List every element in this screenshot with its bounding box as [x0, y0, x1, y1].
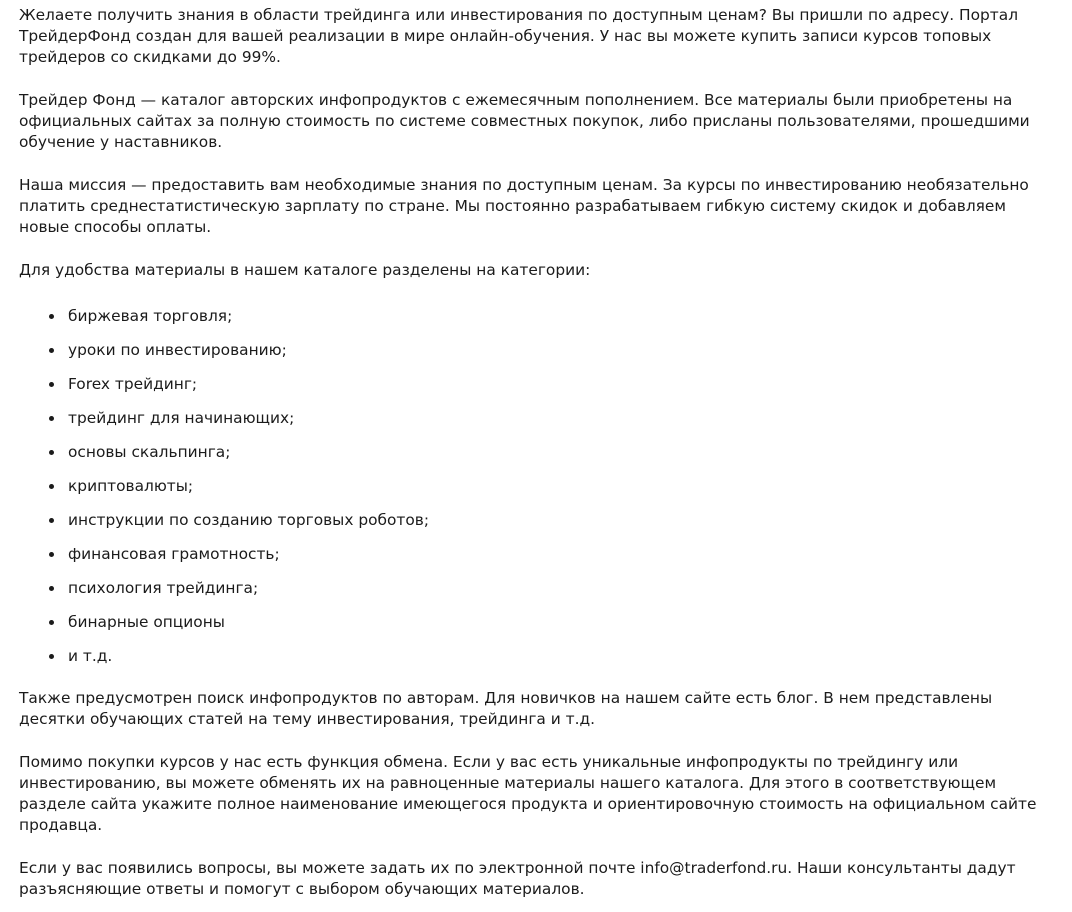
list-item	[19, 612, 1059, 633]
list-item-label: трейдинг для начинающих;	[68, 409, 295, 427]
bullet-icon	[49, 620, 54, 625]
list-item	[19, 510, 1059, 531]
list-item-label: финансовая грамотность;	[68, 545, 280, 563]
list-item-label: криптовалюты;	[68, 477, 194, 495]
bullet-icon	[49, 314, 54, 319]
bullet-icon	[49, 416, 54, 421]
bullet-icon	[49, 552, 54, 557]
categories-intro: Для удобства материалы в нашем каталоге разделены на категории:	[19, 261, 591, 279]
list-item	[19, 340, 1059, 361]
list-item	[19, 476, 1059, 497]
list-item	[19, 306, 1059, 327]
category-list	[19, 306, 1059, 667]
authors-paragraph: Также предусмотрен поиск инфопродуктов по авторам. Для новичков на нашем сайте есть блог. В нем представлены десятки обучающих статей на тему инвестирования, трейдинга и т.д.	[19, 689, 993, 728]
intro-paragraph: Желаете получить знания в области трейдинга или инвестирования по доступным ценам? Вы пришли по адресу. Портал ТрейдерФонд создан для вашей реализации в мире онлайн-обучения. У нас вы можете купить записи курсов топовых трейдеров со скидками до 99%.	[19, 6, 1019, 66]
list-item	[19, 408, 1059, 429]
list-item-label: основы скальпинга;	[68, 443, 231, 461]
list-item-label: психология трейдинга;	[68, 579, 259, 597]
bullet-icon	[49, 518, 54, 523]
catalog-paragraph: Трейдер Фонд — каталог авторских инфопродуктов с ежемесячным пополнением. Все материалы были приобретены на официальных сайтах за полную стоимость по системе совместных покупок, либо присланы пользователями, прошедшими обучение у наставников.	[19, 91, 1030, 151]
exchange-paragraph: Помимо покупки курсов у нас есть функция обмена. Если у вас есть уникальные инфопродукты по трейдингу или инвестированию, вы можете обменять их на равноценные материалы нашего каталога. Для этого в соответствующем разделе сайта укажите полное наименование имеющегося продукта и ориентировочную стоимость на официальном сайте продавца.	[19, 753, 1037, 834]
contact-paragraph: Если у вас появились вопросы, вы можете задать их по электронной почте info@traderfond.ru. Наши консультанты дадут разъясняющие ответы и помогут с выбором обучающих материалов.	[19, 859, 1016, 898]
list-item	[19, 646, 1059, 667]
bullet-icon	[49, 654, 54, 659]
list-item	[19, 374, 1059, 395]
list-item	[19, 442, 1059, 463]
list-item-label: биржевая торговля;	[68, 307, 233, 325]
list-item	[19, 544, 1059, 565]
mission-paragraph: Наша миссия — предоставить вам необходимые знания по доступным ценам. За курсы по инвестированию необязательно платить среднестатистическую зарплату по стране. Мы постоянно разрабатываем гибкую систему скидок и добавляем новые способы оплаты.	[19, 176, 1029, 236]
list-item-label: бинарные опционы	[68, 613, 225, 631]
list-item	[19, 578, 1059, 599]
list-item-label: и т.д.	[68, 647, 113, 665]
article-body	[19, 5, 1059, 900]
list-item-label: инструкции по созданию торговых роботов;	[68, 511, 430, 529]
bullet-icon	[49, 484, 54, 489]
bullet-icon	[49, 348, 54, 353]
list-item-label: уроки по инвестированию;	[68, 341, 287, 359]
bullet-icon	[49, 586, 54, 591]
list-item-label: Forex трейдинг;	[68, 375, 198, 393]
bullet-icon	[49, 382, 54, 387]
bullet-icon	[49, 450, 54, 455]
